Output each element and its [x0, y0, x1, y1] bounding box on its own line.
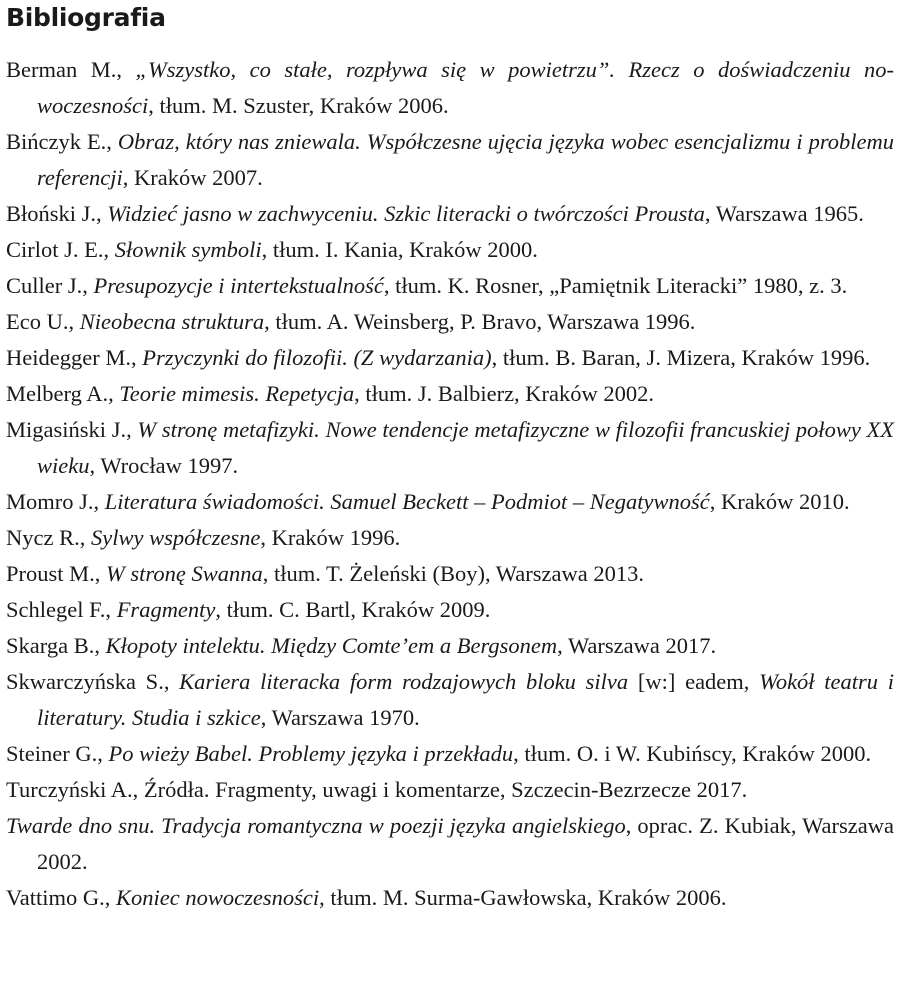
entry-text: Proust M.,	[6, 561, 107, 586]
entry-text: , tłum. J. Balbierz, Kraków 2002.	[354, 381, 655, 406]
entry-text: Schlegel F.,	[6, 597, 117, 622]
entry-text: , Kraków 2007.	[122, 165, 263, 190]
entry-text: [w:] eadem,	[628, 669, 760, 694]
entry-title-italic: Po wieży Babel. Problemy języka i przekładu	[108, 741, 514, 766]
bibliography-entry	[6, 52, 894, 124]
entry-text: , tłum. O. i W. Kubińscy, Kraków 2000.	[513, 741, 872, 766]
entry-title-italic: Presupozycje i intertekstualność	[93, 273, 384, 298]
bibliography-entry	[6, 592, 894, 628]
bibliography-entry	[6, 412, 894, 484]
entry-text: Culler J.,	[6, 273, 94, 298]
entry-text: Skarga B.,	[6, 633, 106, 658]
entry-text: Berman M.,	[6, 57, 136, 82]
entry-title-italic: Słownik symboli	[114, 237, 262, 262]
entry-text: Heidegger M.,	[6, 345, 143, 370]
entry-text: , oprac. Z. Kubiak, Warszawa 2002.	[37, 813, 895, 874]
bibliography-entry	[6, 340, 894, 376]
bibliography-entry	[6, 736, 894, 772]
bibliography-entry	[6, 484, 894, 520]
entry-text: , tłum. A. Weinsberg, P. Bravo, Warszawa 1996.	[264, 309, 696, 334]
entry-title-italic: Koniec nowoczesności	[116, 885, 320, 910]
entry-text: , tłum. T. Żeleński (Boy), Warszawa 2013.	[262, 561, 644, 586]
entry-text: Eco U.,	[6, 309, 80, 334]
entry-title-italic: Kłopoty intelektu. Między Comte’em a Bergsonem	[105, 633, 558, 658]
entry-text: , tłum. M. Szuster, Kraków 2006.	[148, 93, 449, 118]
entry-title-italic: Literatura świadomości. Samuel Beckett – Podmiot – Negatywność	[104, 489, 710, 514]
entry-title-italic: Przyczynki do filozofii. (Z wydarzania)	[142, 345, 492, 370]
entry-title-italic: Fragmenty	[116, 597, 216, 622]
entry-text: Nycz R.,	[6, 525, 91, 550]
entry-title-italic: Kariera literacka form rodzajowych bloku silva	[179, 669, 629, 694]
entry-title-italic: W stronę Swanna	[106, 561, 263, 586]
entry-text: Cirlot J. E.,	[6, 237, 115, 262]
bibliography-entry	[6, 556, 894, 592]
bibliography-entry	[6, 808, 894, 880]
entry-text: Melberg A.,	[6, 381, 120, 406]
bibliography-entry	[6, 628, 894, 664]
entry-title-italic: Teorie mimesis. Repetycja	[119, 381, 355, 406]
bibliography-list	[6, 52, 894, 916]
bibliography-entry	[6, 376, 894, 412]
bibliography-entry	[6, 304, 894, 340]
entry-title-italic: „Wszystko, co stałe, rozpływa się w powietrzu”. Rzecz o doświadczeniu nowoczesności	[37, 57, 894, 118]
entry-title-italic: W stronę metafizyki. Nowe tendencje metafizyczne w filozofii francuskiej połowy XX wieku	[37, 417, 894, 478]
entry-text: Bińczyk E.,	[6, 129, 118, 154]
entry-text: , Kraków 1996.	[260, 525, 401, 550]
entry-title-italic: Nieobecna struktura	[79, 309, 265, 334]
page-title: Bibliografia	[6, 3, 166, 32]
entry-text: , Warszawa 1965.	[704, 201, 864, 226]
entry-text: Turczyński A., Źródła. Fragmenty, uwagi i komentarze, Szczecin-Bezrzecze 2017.	[6, 777, 748, 802]
bibliography-page	[6, 0, 894, 916]
entry-text: , Warszawa 2017.	[557, 633, 717, 658]
entry-text: , Kraków 2010.	[709, 489, 850, 514]
bibliography-entry	[6, 124, 894, 196]
entry-text: Migasiński J.,	[6, 417, 138, 442]
entry-text: , tłum. K. Rosner, „Pamiętnik Literacki” 1980, z. 3.	[383, 273, 848, 298]
entry-text: Skwarczyńska S.,	[6, 669, 180, 694]
entry-text: Błoński J.,	[6, 201, 108, 226]
entry-text: Steiner G.,	[6, 741, 109, 766]
bibliography-entry	[6, 268, 894, 304]
entry-title-italic: Twarde dno snu. Tradycja romantyczna w poezji języka angielskiego	[6, 813, 626, 838]
entry-title-italic: Obraz, który nas zniewala. Współczesne ujęcia języka wobec esencjalizmu i problemu referencji	[37, 129, 894, 190]
bibliography-entry	[6, 232, 894, 268]
entry-text: Momro J.,	[6, 489, 105, 514]
entry-text: , Warszawa 1970.	[260, 705, 420, 730]
entry-text: , Wrocław 1997.	[89, 453, 239, 478]
entry-title-italic: Sylwy współczesne	[90, 525, 261, 550]
entry-text: , tłum. C. Bartl, Kraków 2009.	[215, 597, 491, 622]
bibliography-entry	[6, 772, 894, 808]
entry-text: Vattimo G.,	[6, 885, 116, 910]
entry-text: , tłum. B. Baran, J. Mizera, Kraków 1996.	[491, 345, 871, 370]
entry-title-italic: Widzieć jasno w zachwyceniu. Szkic literacki o twórczości Prousta	[107, 201, 705, 226]
entry-text: , tłum. M. Surma-Gawłowska, Kraków 2006.	[319, 885, 727, 910]
entry-title-italic: Wokół teatru i literatury. Studia i szkice	[37, 669, 894, 730]
bibliography-entry	[6, 196, 894, 232]
entry-text: , tłum. I. Kania, Kraków 2000.	[261, 237, 538, 262]
bibliography-entry	[6, 880, 894, 916]
bibliography-entry	[6, 520, 894, 556]
bibliography-entry	[6, 664, 894, 736]
